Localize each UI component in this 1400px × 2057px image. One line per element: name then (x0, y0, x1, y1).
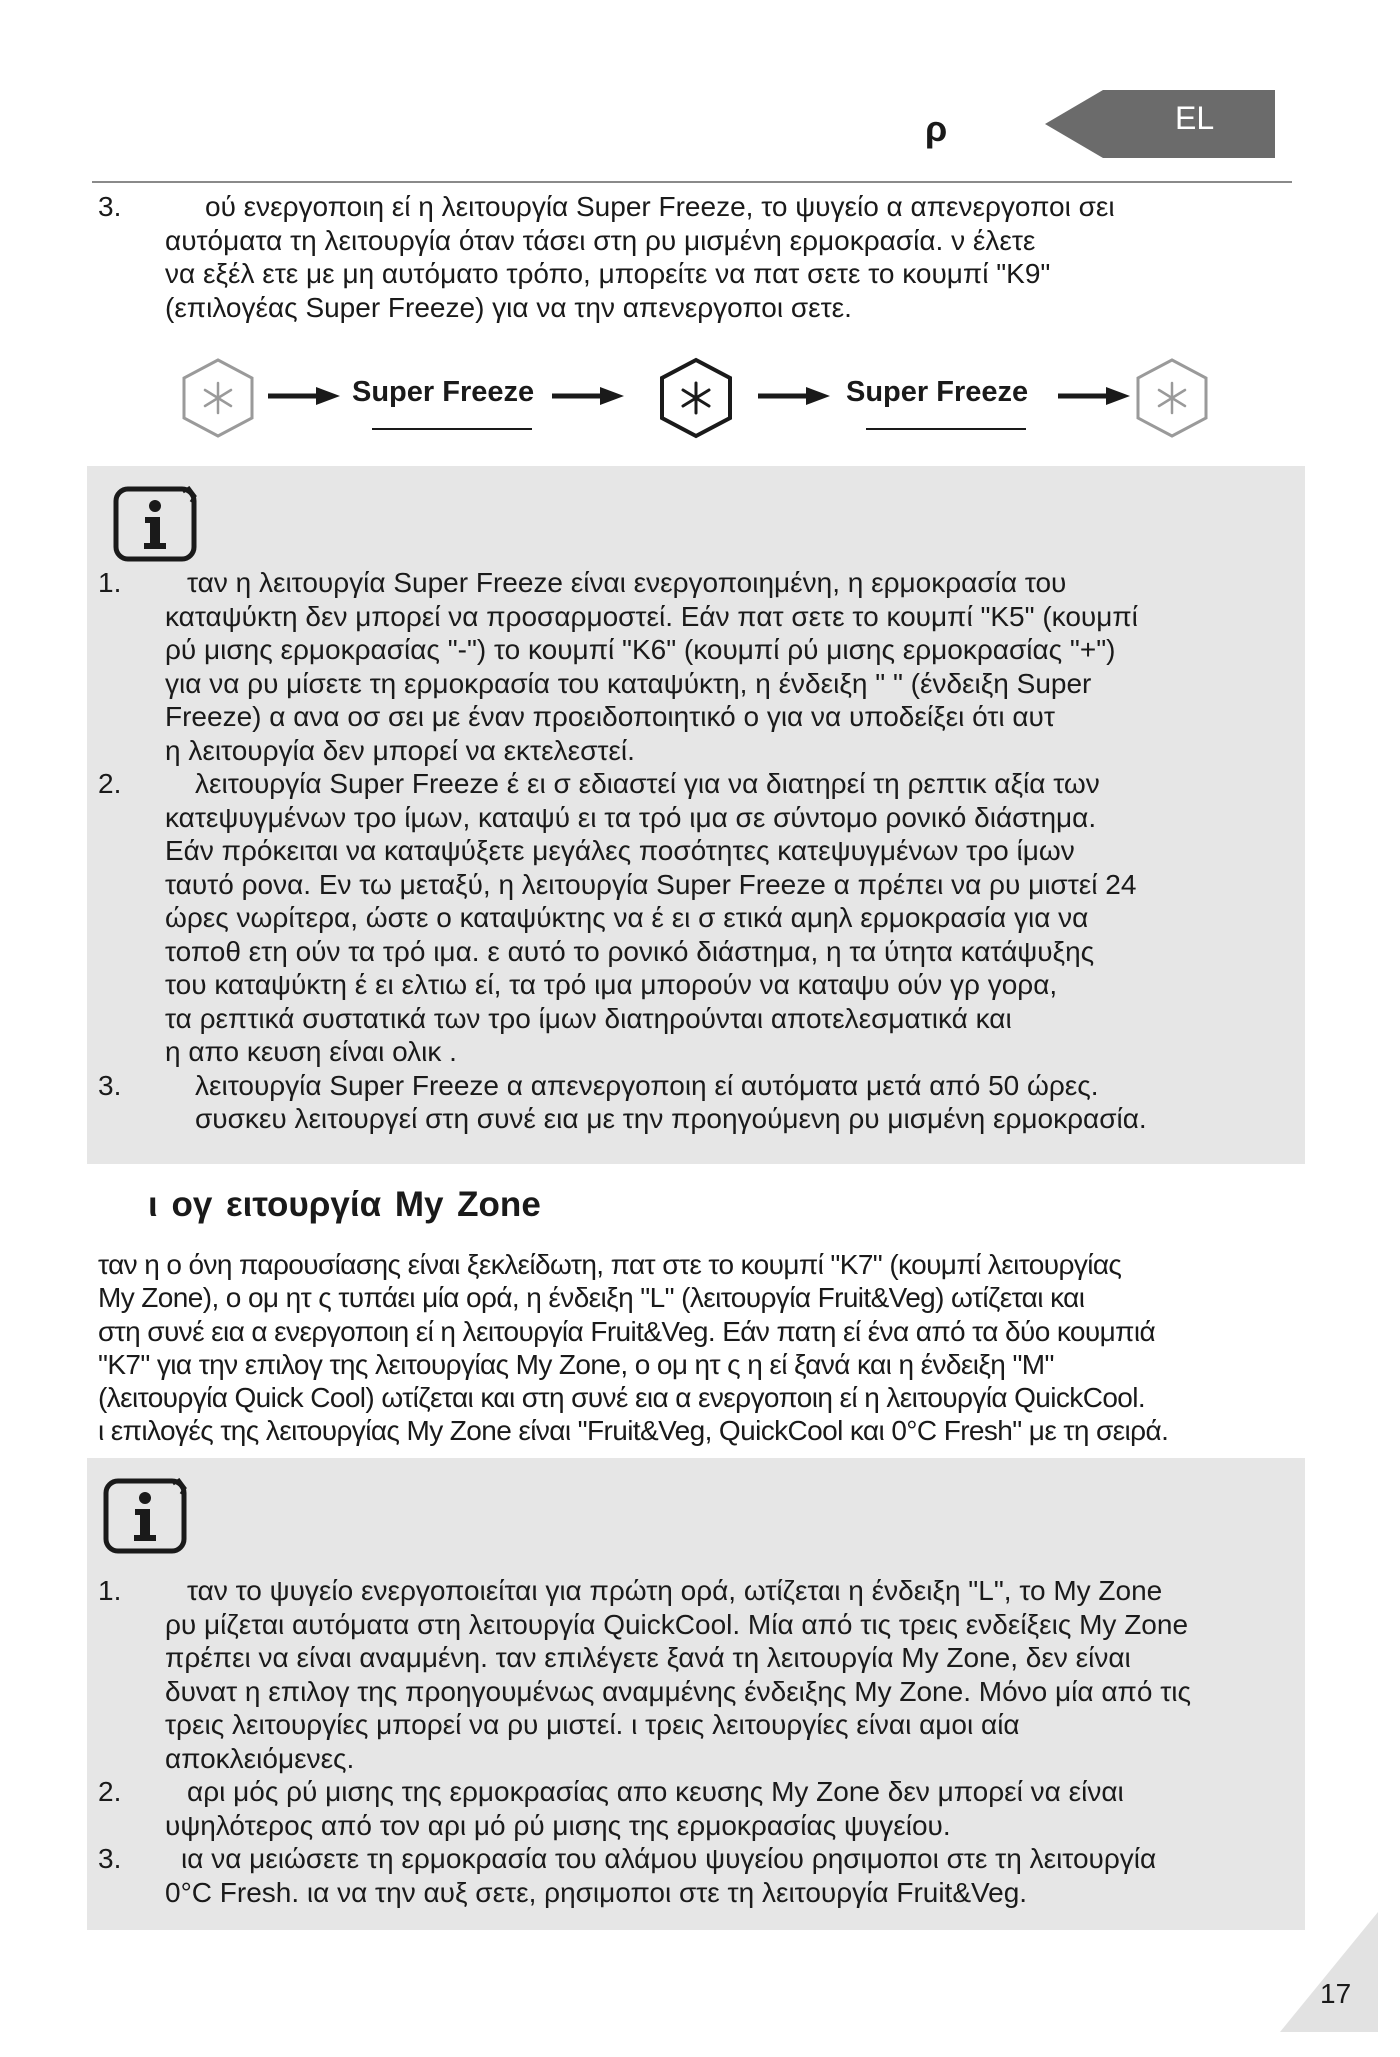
text-line: συσκευ λειτουργεί στη συνέ εια με την προηγούμενη ρυ μισμένη ερμοκρασία. (195, 1103, 1147, 1134)
snowflake-off-icon (1134, 356, 1210, 440)
list-item-text (165, 1842, 1298, 1909)
text-line: στη συνέ εια α ενεργοποιη εί η λειτουργία Fruit&Veg. Εάν πατη εί ένα από τα δύο κουμπιά (98, 1315, 1156, 1347)
list-item-number: 1. (98, 567, 122, 598)
list-item-number: 1. (98, 1575, 122, 1606)
arrow-right-icon (758, 384, 830, 408)
text-line: ταν η ο όνη παρουσίασης είναι ξεκλείδωτη, πατ στε το κουμπί "K7" (κουμπί λειτουργίας (98, 1249, 1122, 1280)
note-list (98, 1574, 1298, 1909)
snowflake-off-icon (180, 356, 256, 440)
text-line: ώρες νωρίτερα, ώστε ο καταψύκτης να έ ει σ ετικά αμηλ ερμοκρασία για να (165, 902, 1089, 933)
text-line: τα ρεπτικά συστατικά των τρο ίμων διατηρούνται αποτελεσματικά και (165, 1002, 1012, 1034)
list-item-text (165, 1574, 1298, 1775)
text-line: η λειτουργία δεν μπορεί να εκτελεστεί. (165, 734, 635, 766)
text-line: ρύ μισης ερμοκρασίας "-") το κουμπί "K6" (κουμπί ρύ μισης ερμοκρασίας "+") (165, 634, 1116, 665)
info-icon (103, 1478, 187, 1554)
info-icon (113, 486, 197, 562)
text-line: του καταψύκτη έ ει ελτιω εί, τα τρό ιμα μπορούν να καταψυ ούν γρ γορα, (165, 969, 1058, 1000)
text-line: τρεις λειτουργίες μπορεί να ρυ μιστεί. ι τρεις λειτουργίες είναι αμοι αία (165, 1709, 1020, 1740)
label-underline (372, 428, 532, 430)
text-line: πρέπει να είναι αναμμένη. ταν επιλέγετε ξανά τη λειτουργία My Zone, δεν είναι (165, 1642, 1131, 1673)
text-line: αρι μός ρύ μισης της ερμοκρασίας απο κευσης My Zone δεν μπορεί να είναι (187, 1776, 1124, 1807)
text-line: υψηλότερος από τον αρι μό ρύ μισης της ερμοκρασίας ψυγείου. (165, 1809, 951, 1841)
text-line: να εξέλ ετε με μη αυτόματο τρόπο, μπορείτε να πατ σετε το κουμπί "K9" (165, 258, 1051, 289)
text-line: η απο κευση είναι ολικ . (165, 1036, 457, 1067)
text-line: αποκλειόμενες. (165, 1742, 355, 1774)
my-zone-paragraph (98, 1248, 1318, 1448)
text-line: (λειτουργία Quick Cool) ωτίζεται και στη συνέ εια α ενεργοποιη εί η λειτουργία QuickCool. (98, 1382, 1146, 1414)
text-line: "K7" για την επιλογ της λειτουργίας My Zone, ο ομ ητ ς η εί ξανά και η ένδειξη "M" (98, 1348, 1054, 1380)
language-tag-shape (1045, 90, 1275, 158)
super-freeze-diagram (180, 356, 1210, 446)
note-box-my-zone (87, 1458, 1305, 1930)
super-freeze-label-1: Super Freeze (352, 376, 535, 408)
snowflake-on-icon (658, 356, 734, 440)
section-header-title: ρ (925, 108, 948, 149)
text-line: 0°C Fresh. ια να την αυξ σετε, ρησιμοποι στε τη λειτουργία Fruit&Veg. (165, 1876, 1028, 1908)
list-item-number: 2. (98, 768, 122, 799)
list-item-number: 3. (98, 1843, 122, 1874)
list-item (98, 1842, 1298, 1909)
super-freeze-label-2: Super Freeze (846, 376, 1029, 408)
arrow-right-icon (268, 384, 340, 408)
list-item-text (165, 1069, 1298, 1136)
list-item (98, 1069, 1298, 1136)
list-item (98, 566, 1298, 767)
text-line: κατεψυγμένων τρο ίμων, καταψύ ει τα τρό ιμα σε σύντομο ρονικό διάστημα. (165, 801, 1097, 833)
list-item-text (165, 767, 1298, 1069)
text-line: My Zone), ο ομ ητ ς τυπάει μία ορά, η ένδειξη "L" (λειτουργία Fruit&Veg) ωτίζεται και (98, 1282, 1085, 1314)
text-line: λειτουργία Super Freeze έ ει σ εδιαστεί για να διατηρεί τη ρεπτικ αξία των (195, 768, 1100, 799)
list-item-text (165, 566, 1298, 767)
page-number: 17 (1320, 1978, 1352, 2009)
list-item (98, 767, 1298, 1069)
text-line: ταν η λειτουργία Super Freeze είναι ενεργοποιημένη, η ερμοκρασία του (187, 567, 1067, 598)
section-heading-my-zone: ι ογ ειτουργία My Zone (148, 1185, 541, 1224)
note-list (98, 566, 1298, 1136)
list-item-text (165, 190, 1298, 324)
text-line: (επιλογέας Super Freeze) για να την απενεργοποι σετε. (165, 291, 852, 323)
text-line: ταν το ψυγείο ενεργοποιείται για πρώτη ορά, ωτίζεται η ένδειξη "L", το My Zone (187, 1575, 1163, 1606)
text-line: καταψύκτη δεν μπορεί να προσαρμοστεί. Εάν πατ σετε το κουμπί "K5" (κουμπί (165, 600, 1138, 632)
label-underline (866, 428, 1026, 430)
list-item-number: 3. (98, 191, 122, 222)
language-code: EL (1175, 100, 1215, 136)
list-item (98, 190, 1298, 324)
language-tag (1045, 90, 1275, 158)
arrow-right-icon (552, 384, 624, 408)
intro-list (98, 190, 1298, 324)
list-item-number: 2. (98, 1776, 122, 1807)
text-line: Freeze) α ανα οσ σει με έναν προειδοποιητικό ο για να υποδείξει ότι αυτ (165, 701, 1055, 732)
text-line: δυνατ η επιλογ της προηγουμένως αναμμένης ένδειξης My Zone. Μόνο μία από τις (165, 1675, 1191, 1707)
text-line: ταυτό ρονα. Εν τω μεταξύ, η λειτουργία Super Freeze α πρέπει να ρυ μιστεί 24 (165, 868, 1137, 900)
text-line: για να ρυ μίσετε τη ερμοκρασία του καταψύκτη, η ένδειξη " " (ένδειξη Super (165, 667, 1092, 699)
header-divider (92, 181, 1292, 183)
text-line: ια να μειώσετε τη ερμοκρασία του αλάμου ψυγείου ρησιμοποι στε τη λειτουργία (181, 1843, 1157, 1874)
text-line: Εάν πρόκειται να καταψύξετε μεγάλες ποσότητες κατεψυγμένων τρο ίμων (165, 835, 1075, 866)
arrow-right-icon (1058, 384, 1130, 408)
text-line: ού ενεργοποιη εί η λειτουργία Super Freeze, το ψυγείο α απενεργοποι σει (205, 191, 1115, 222)
list-item (98, 1775, 1298, 1842)
text-line: λειτουργία Super Freeze α απενεργοποιη εί αυτόματα μετά από 50 ώρες. (195, 1069, 1099, 1101)
list-item (98, 1574, 1298, 1775)
text-line: αυτόματα τη λειτουργία όταν τάσει στη ρυ μισμένη ερμοκρασία. ν έλετε (165, 224, 1036, 256)
text-line: ρυ μίζεται αυτόματα στη λειτουργία QuickCool. Μία από τις τρεις ενδείξεις My Zone (165, 1608, 1189, 1640)
text-line: τοποθ ετη ούν τα τρό ιμα. ε αυτό το ρονικό διάστημα, η τα ύτητα κατάψυξης (165, 935, 1095, 967)
text-line: ι επιλογές της λειτουργίας My Zone είναι "Fruit&Veg, QuickCool και 0°C Fresh" με τη σειρά. (98, 1415, 1169, 1447)
note-box-super-freeze (87, 466, 1305, 1164)
list-item-number: 3. (98, 1069, 122, 1101)
list-item-text (165, 1775, 1298, 1842)
